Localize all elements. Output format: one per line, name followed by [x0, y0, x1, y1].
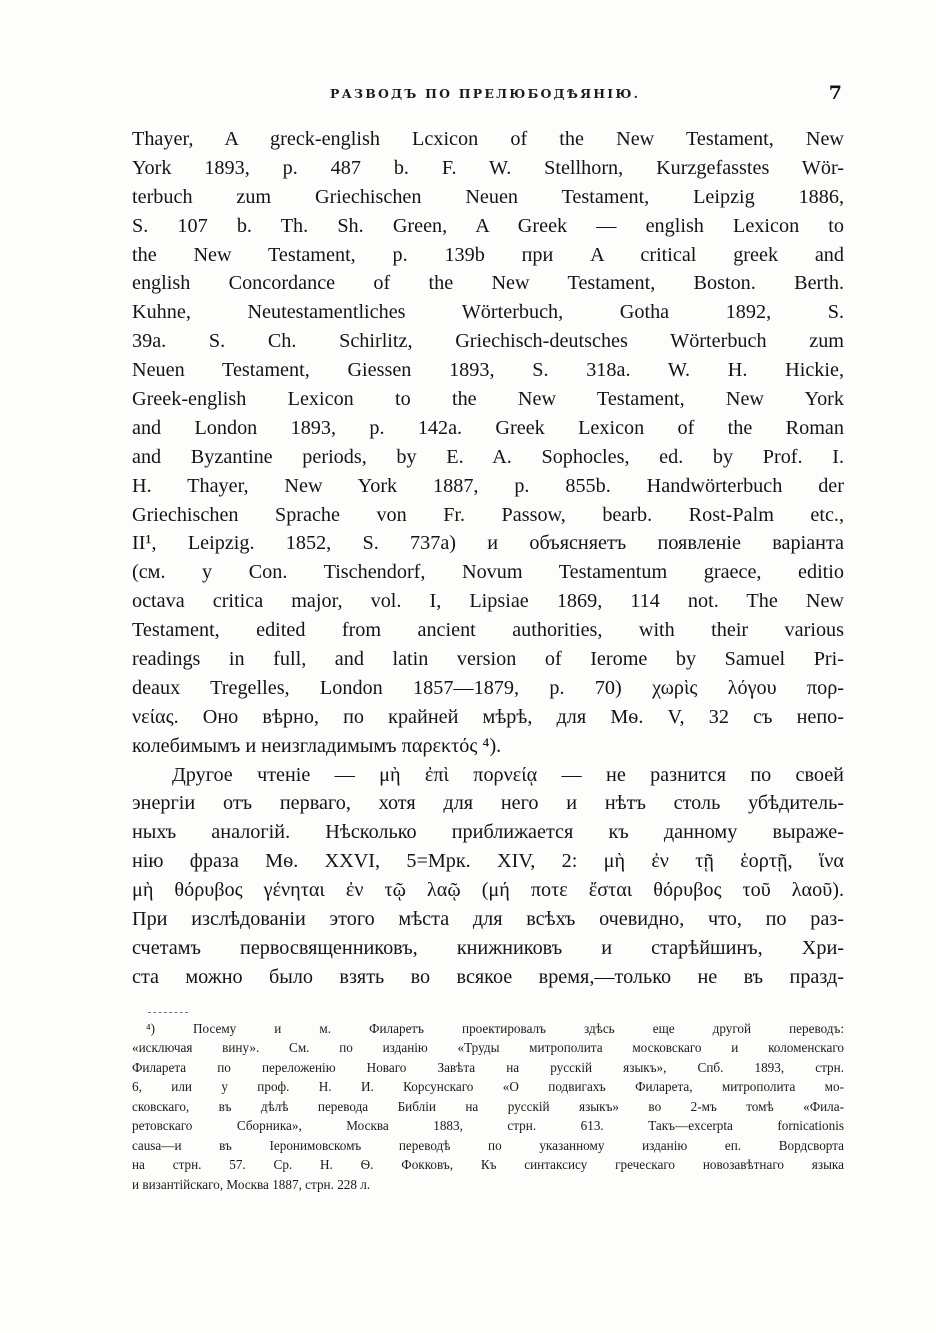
- text-line: the New Testament, p. 139b при A critical greek and: [132, 243, 844, 266]
- footnote-line: на стрн. 57. Ср. Н. Ѳ. Фокковъ, Къ синтаксису греческаго новозавѣтнаго языка: [132, 1157, 844, 1173]
- text-line: Kuhne, Neutestamentliches Wörterbuch, Gotha 1892, S.: [132, 301, 844, 324]
- text-line: Testament, edited from ancient authorities, with their various: [132, 619, 844, 642]
- main-text: [132, 125, 844, 992]
- text-line: octava critica major, vol. I, Lipsiae 1869, 114 not. The New: [132, 590, 844, 613]
- text-line: S. 107 b. Th. Sh. Green, A Greek — english Lexicon to: [132, 214, 844, 237]
- text-line: Neuen Testament, Giessen 1893, S. 318a. W. H. Hickie,: [132, 359, 844, 382]
- footnote-line: Филарета по переложенію Новаго Завѣта на русскій языкъ», Спб. 1893, стрн.: [132, 1059, 844, 1075]
- text-line: readings in full, and latin version of Ierome by Samuel Pri-: [132, 648, 844, 671]
- text-line: колебимымъ и неизгладимымъ παρεκτός ⁴).: [132, 734, 502, 757]
- footnote-line: и византійскаго, Москва 1887, стрн. 228 л.: [132, 1176, 371, 1192]
- text-line: english Concordance of the New Testament, Boston. Berth.: [132, 272, 844, 295]
- text-line: 39a. S. Ch. Schirlitz, Griechisch-deutsches Wörterbuch zum: [132, 330, 844, 353]
- footnote-line: «исключая вину». См. по изданію «Труды митрополита московскаго и коломенскаго: [132, 1040, 844, 1056]
- text-line: and Byzantine periods, by E. A. Sophocles, ed. by Prof. I.: [132, 445, 844, 468]
- text-line: and London 1893, p. 142a. Greek Lexicon of the Roman: [132, 416, 844, 439]
- text-line: ста можно было взять во всякое время,—только не въ празд-: [132, 965, 844, 988]
- text-line: H. Thayer, New York 1887, p. 855b. Handwörterbuch der: [132, 474, 844, 497]
- text-line: При изслѣдованіи этого мѣста для всѣхъ очевидно, что, по раз-: [132, 908, 844, 931]
- text-line: Другое чтеніе — μὴ ἐπὶ πορνείᾳ — не разнится по своей: [172, 763, 844, 786]
- footnote-line: causa—и въ Іеронимовскомъ переводѣ по указанному изданію еп. Вордсворта: [132, 1137, 844, 1153]
- running-title: РАЗВОДЪ ПО ПРЕЛЮБОДѢЯНІЮ.: [330, 86, 641, 101]
- footnote-line: 6, или у проф. Н. И. Корсунскаго «О подвигахъ Филарета, митрополита мо-: [132, 1079, 844, 1095]
- text-line: York 1893, p. 487 b. F. W. Stellhorn, Kurzgefasstes Wör-: [132, 156, 844, 179]
- text-line: счетамъ первосвященниковъ, книжниковъ и старѣйшинъ, Хри-: [132, 936, 844, 959]
- text-line: Thayer, A greck-english Lcxicon of the New Testament, New: [132, 128, 844, 150]
- text-line: (см. у Con. Tischendorf, Novum Testamentum graece, editio: [132, 561, 844, 584]
- text-line: Greek-english Lexicon to the New Testament, New York: [132, 388, 844, 411]
- footnote-line: ⁴) Посему и м. Филаретъ проектировалъ здѣсь еще другой переводъ:: [146, 1021, 844, 1036]
- text-line: deaux Tregelles, London 1857—1879, p. 70) χωρὶς λόγου πορ-: [132, 676, 844, 699]
- page-number: 7: [828, 82, 842, 104]
- text-line: Griechischen Sprache von Fr. Passow, bearb. Rost-Palm etc.,: [132, 503, 844, 526]
- footnote: [132, 1019, 844, 1194]
- text-line: μὴ θόρυβος γένηται ἐν τῷ λαῷ (μή ποτε ἔσται θόρυβος τοῦ λαοῦ).: [132, 879, 844, 902]
- text-line: нію фраза Мѳ. XXVI, 5=Мрк. XIV, 2: μὴ ἐν τῇ ἑορτῇ, ἵνα: [132, 850, 844, 873]
- running-head: [132, 82, 844, 110]
- text-line: энергіи отъ перваго, хотя для него и нѣтъ столь убѣдитель-: [132, 792, 844, 815]
- footnote-line: ретовскаго Сборника», Москва 1883, стрн. 613. Такъ—excerpta fornicationis: [132, 1118, 844, 1134]
- text-line: ныхъ аналогій. Нѣсколько приближается къ данному выраже-: [132, 821, 844, 844]
- footnote-line: сковскаго, въ дѣлѣ перевода Библіи на русскій языкъ» во 2-мъ томѣ «Фила-: [132, 1098, 844, 1114]
- text-line: terbuch zum Griechischen Neuen Testament, Leipzig 1886,: [132, 185, 844, 208]
- footnote-divider: [148, 1012, 188, 1013]
- text-line: II¹, Leipzig. 1852, S. 737a) и объясняетъ появленіе варіанта: [132, 532, 844, 555]
- text-line: νείας. Оно вѣрно, по крайней мѣрѣ, для Мѳ. V, 32 съ непо-: [132, 705, 844, 728]
